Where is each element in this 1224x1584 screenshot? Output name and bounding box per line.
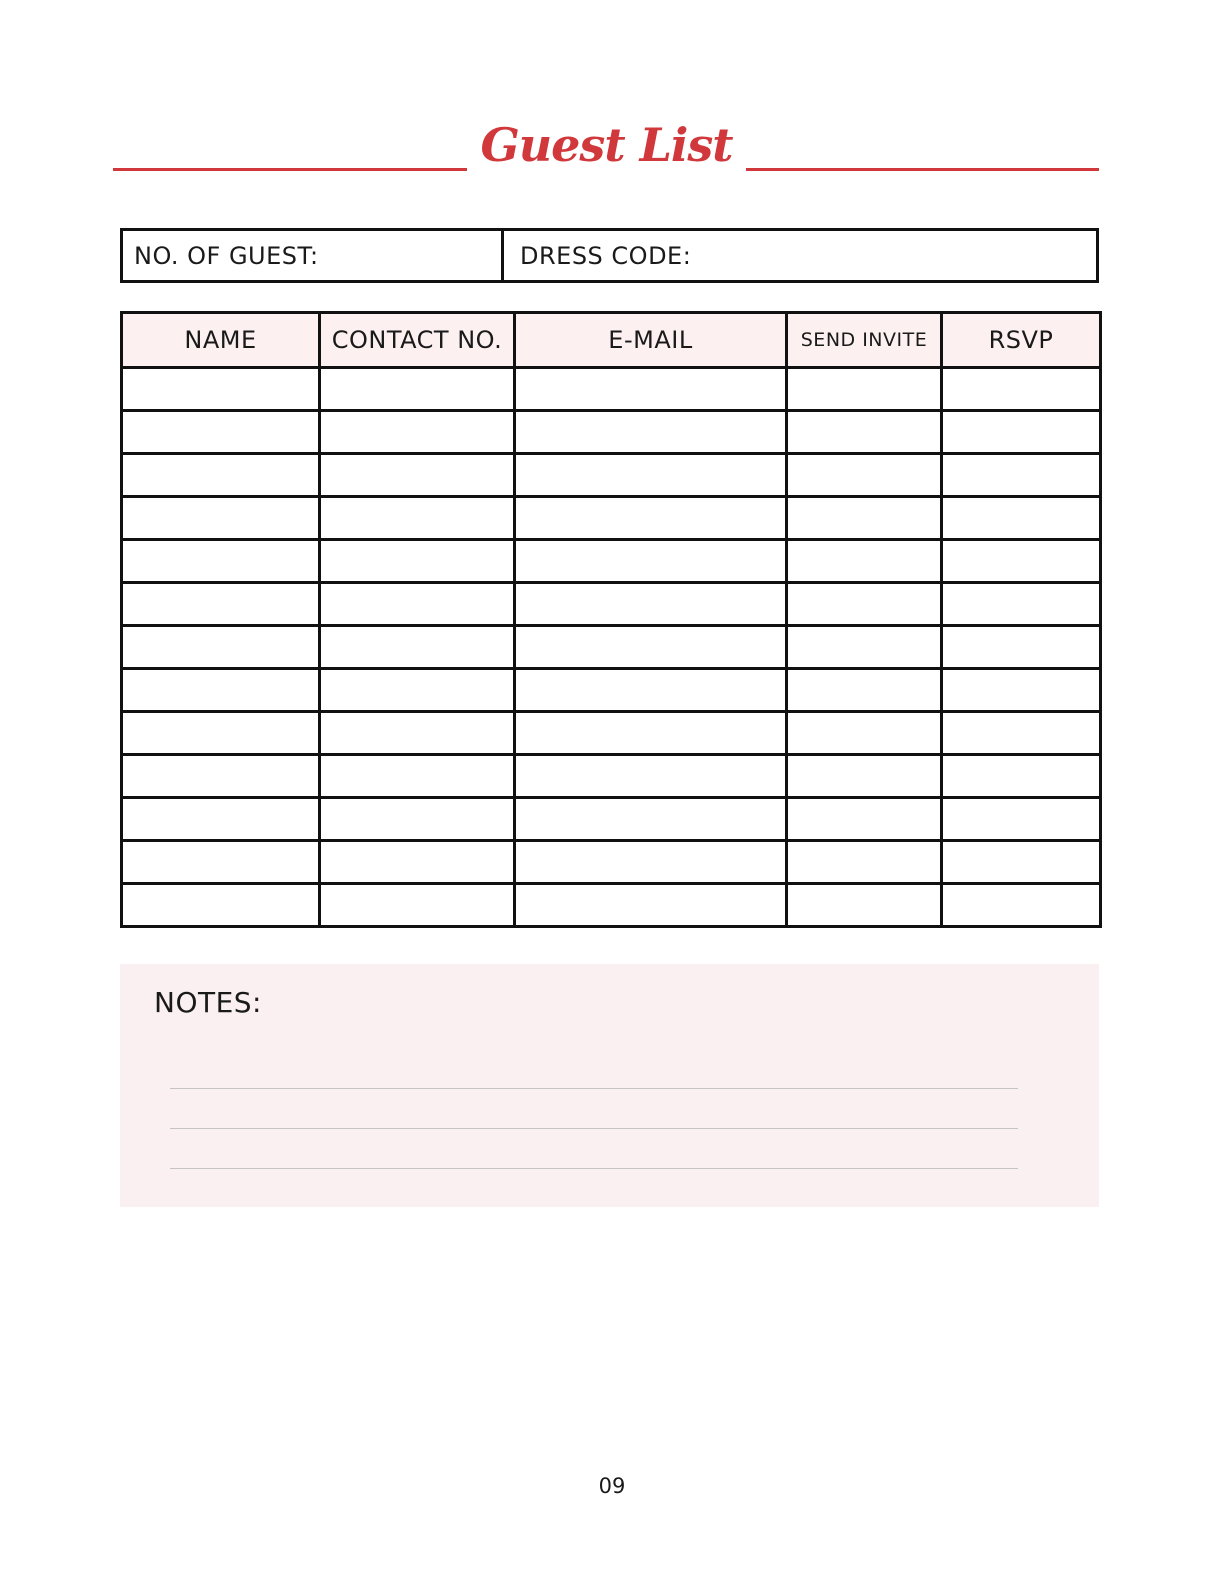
table-row (122, 841, 1101, 884)
cell-email[interactable] (515, 755, 787, 798)
table-row (122, 626, 1101, 669)
cell-name[interactable] (122, 368, 320, 411)
cell-contact[interactable] (320, 841, 515, 884)
cell-rsvp[interactable] (942, 755, 1101, 798)
table-row (122, 497, 1101, 540)
cell-name[interactable] (122, 755, 320, 798)
cell-rsvp[interactable] (942, 454, 1101, 497)
cell-email[interactable] (515, 583, 787, 626)
guest-rows (122, 368, 1101, 927)
cell-email[interactable] (515, 497, 787, 540)
table-row (122, 583, 1101, 626)
cell-send-invite[interactable] (787, 497, 942, 540)
cell-rsvp[interactable] (942, 798, 1101, 841)
table-row (122, 368, 1101, 411)
cell-name[interactable] (122, 583, 320, 626)
title-rule-right (746, 168, 1099, 171)
notes-line[interactable] (170, 1088, 1018, 1089)
table-row (122, 884, 1101, 927)
table-header-row (122, 313, 1101, 368)
table-row (122, 411, 1101, 454)
cell-name[interactable] (122, 884, 320, 927)
cell-contact[interactable] (320, 454, 515, 497)
cell-name[interactable] (122, 841, 320, 884)
cell-send-invite[interactable] (787, 841, 942, 884)
cell-send-invite[interactable] (787, 411, 942, 454)
cell-rsvp[interactable] (942, 669, 1101, 712)
notes-box (120, 964, 1099, 1207)
cell-send-invite[interactable] (787, 669, 942, 712)
cell-rsvp[interactable] (942, 583, 1101, 626)
event-info-bar (120, 228, 1099, 283)
cell-rsvp[interactable] (942, 497, 1101, 540)
cell-contact[interactable] (320, 626, 515, 669)
cell-contact[interactable] (320, 669, 515, 712)
notes-line[interactable] (170, 1168, 1018, 1169)
guest-table (120, 311, 1102, 928)
cell-contact[interactable] (320, 755, 515, 798)
number-of-guests-field[interactable]: NO. OF GUEST: (123, 231, 504, 280)
cell-email[interactable] (515, 884, 787, 927)
cell-send-invite[interactable] (787, 626, 942, 669)
notes-label: NOTES: (154, 986, 262, 1019)
table-row (122, 540, 1101, 583)
cell-email[interactable] (515, 669, 787, 712)
cell-name[interactable] (122, 540, 320, 583)
cell-send-invite[interactable] (787, 798, 942, 841)
cell-rsvp[interactable] (942, 626, 1101, 669)
table-row (122, 755, 1101, 798)
cell-rsvp[interactable] (942, 712, 1101, 755)
cell-rsvp[interactable] (942, 368, 1101, 411)
page-title: Guest List (480, 118, 733, 172)
cell-name[interactable] (122, 454, 320, 497)
cell-email[interactable] (515, 540, 787, 583)
cell-send-invite[interactable] (787, 755, 942, 798)
cell-rsvp[interactable] (942, 540, 1101, 583)
cell-name[interactable] (122, 669, 320, 712)
cell-rsvp[interactable] (942, 411, 1101, 454)
cell-contact[interactable] (320, 712, 515, 755)
column-header-name: NAME (122, 313, 320, 368)
cell-send-invite[interactable] (787, 712, 942, 755)
title-rule-left (113, 168, 467, 171)
cell-email[interactable] (515, 368, 787, 411)
cell-send-invite[interactable] (787, 884, 942, 927)
cell-email[interactable] (515, 626, 787, 669)
column-header-send-invite: SEND INVITE (787, 313, 942, 368)
cell-send-invite[interactable] (787, 454, 942, 497)
table-row (122, 669, 1101, 712)
cell-send-invite[interactable] (787, 368, 942, 411)
cell-send-invite[interactable] (787, 583, 942, 626)
cell-email[interactable] (515, 712, 787, 755)
cell-rsvp[interactable] (942, 841, 1101, 884)
cell-contact[interactable] (320, 497, 515, 540)
cell-name[interactable] (122, 712, 320, 755)
page-number: 09 (598, 1474, 626, 1498)
notes-line[interactable] (170, 1128, 1018, 1129)
cell-contact[interactable] (320, 798, 515, 841)
column-header-contact: CONTACT NO. (320, 313, 515, 368)
column-header-rsvp: RSVP (942, 313, 1101, 368)
table-row (122, 454, 1101, 497)
cell-email[interactable] (515, 454, 787, 497)
cell-email[interactable] (515, 798, 787, 841)
cell-email[interactable] (515, 841, 787, 884)
cell-name[interactable] (122, 411, 320, 454)
column-header-email: E-MAIL (515, 313, 787, 368)
cell-contact[interactable] (320, 368, 515, 411)
table-row (122, 798, 1101, 841)
dress-code-field[interactable]: DRESS CODE: (520, 241, 692, 270)
cell-name[interactable] (122, 626, 320, 669)
cell-contact[interactable] (320, 583, 515, 626)
cell-name[interactable] (122, 497, 320, 540)
cell-send-invite[interactable] (787, 540, 942, 583)
cell-contact[interactable] (320, 411, 515, 454)
table-row (122, 712, 1101, 755)
cell-name[interactable] (122, 798, 320, 841)
cell-email[interactable] (515, 411, 787, 454)
cell-contact[interactable] (320, 540, 515, 583)
cell-rsvp[interactable] (942, 884, 1101, 927)
cell-contact[interactable] (320, 884, 515, 927)
